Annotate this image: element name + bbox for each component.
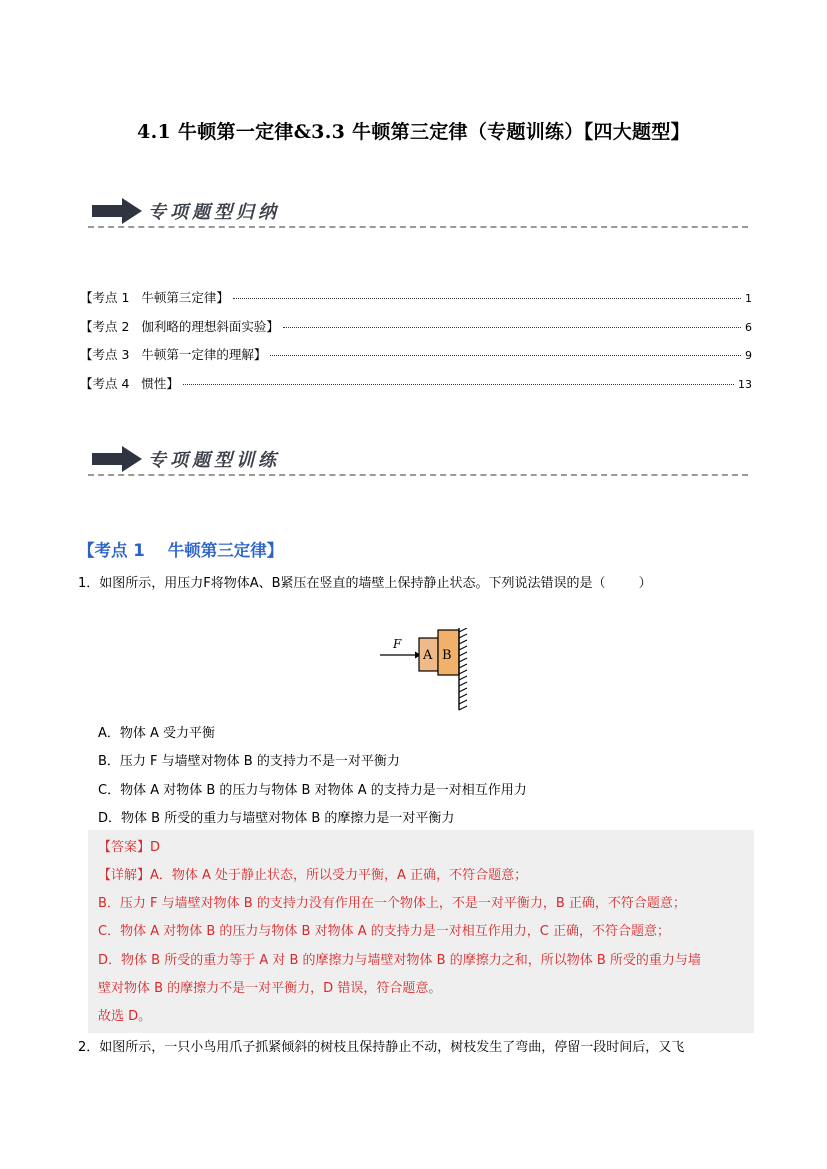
explanation-line: 【详解】A．物体 A 处于静止状态，所以受力平衡，A 正确，不符合题意； (98, 868, 528, 883)
toc-page-number: 13 (738, 377, 752, 391)
section-heading: 【考点 1 牛顿第三定律】 (78, 541, 284, 560)
summary-banner (88, 198, 748, 228)
explanation-line: 壁对物体 B 的摩擦力不是一对平衡力，D 错误，符合题意。 (98, 981, 442, 996)
toc-item-1[interactable] (80, 288, 752, 317)
toc-item-3[interactable] (80, 345, 752, 374)
explanation-line: D．物体 B 所受的重力等于 A 对 B 的摩擦力与墙壁对物体 B 的摩擦力之和，所以物体 B 所受的重力与墙 (98, 953, 701, 968)
page-title: 4.1 牛顿第一定律&3.3 牛顿第三定律（专题训练）【四大题型】 (137, 121, 690, 143)
toc-leader (270, 355, 741, 356)
question-1-stem: 1．如图所示，用压力F将物体A、B紧压在竖直的墙壁上保持静止状态。下列说法错误的是（ ） (78, 576, 652, 591)
toc-item-2[interactable] (80, 317, 752, 346)
toc-leader (283, 327, 741, 328)
option-b: B．压力 F 与墙壁对物体 B 的支持力不是一对平衡力 (98, 754, 400, 769)
option-d: D．物体 B 所受的重力与墙壁对物体 B 的摩擦力是一对平衡力 (98, 811, 455, 826)
option-a: A．物体 A 受力平衡 (98, 726, 216, 741)
arrow-right-icon (92, 446, 144, 472)
block-b-label: B (442, 648, 452, 663)
summary-banner-label: 专项题型归纳 (148, 202, 280, 223)
training-banner (88, 446, 748, 476)
training-banner-label: 专项题型训练 (148, 450, 280, 471)
toc-page-number: 9 (745, 349, 752, 362)
answer-label: 【答案】D (98, 840, 161, 855)
toc-leader (233, 298, 741, 299)
question-2-stem: 2．如图所示，一只小鸟用爪子抓紧倾斜的树枝且保持静止不动，树枝发生了弯曲，停留一段时间后，又飞 (78, 1040, 685, 1055)
explanation-line: B．压力 F 与墙壁对物体 B 的支持力没有作用在一个物体上，不是一对平衡力，B 正确，不符合题意； (98, 896, 686, 911)
toc-item-label: 【考点 2 伽利略的理想斜面实验】 (80, 318, 279, 334)
table-of-contents (80, 288, 752, 402)
toc-item-label: 【考点 4 惯性】 (80, 375, 179, 391)
block-a-label: A (423, 648, 433, 663)
arrow-right-icon (92, 198, 144, 224)
force-label: F (393, 637, 402, 651)
explanation-line: 故选 D。 (98, 1009, 152, 1024)
toc-page-number: 1 (745, 292, 752, 305)
toc-page-number: 6 (745, 320, 752, 334)
wall-hatching (459, 628, 467, 710)
toc-item-4[interactable] (80, 374, 752, 403)
option-c: C．物体 A 对物体 B 的压力与物体 B 对物体 A 的支持力是一对相互作用力 (98, 783, 527, 798)
explanation-line: C．物体 A 对物体 B 的压力与物体 B 对物体 A 的支持力是一对相互作用力，C 正确，不符合题意； (98, 924, 670, 939)
question-1-figure (375, 628, 485, 712)
toc-leader (183, 384, 734, 385)
toc-item-label: 【考点 3 牛顿第一定律的理解】 (80, 347, 267, 362)
divider (88, 474, 748, 476)
toc-item-label: 【考点 1 牛顿第三定律】 (80, 290, 229, 305)
divider (88, 226, 748, 228)
